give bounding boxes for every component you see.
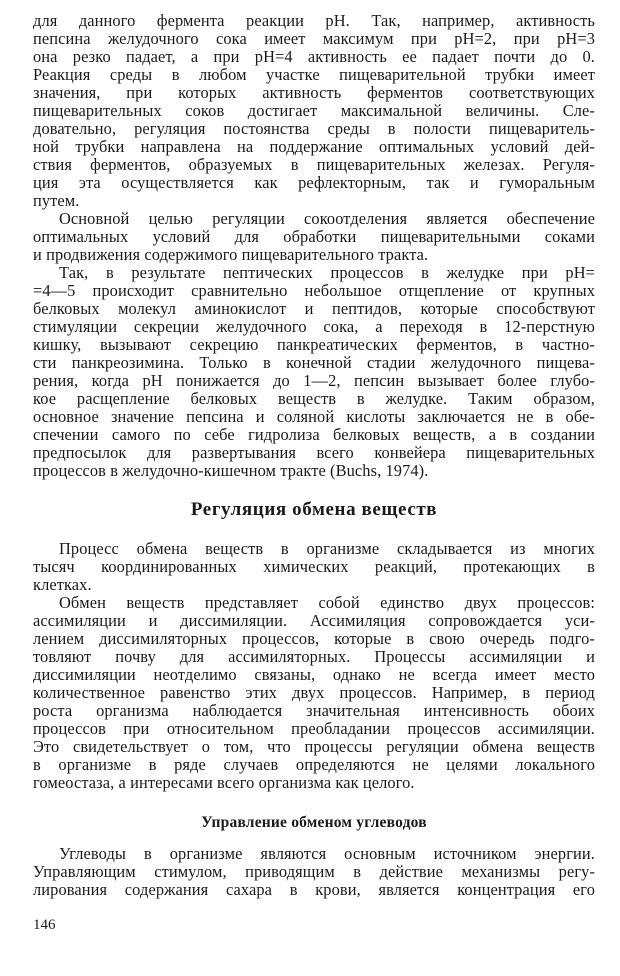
section-heading: Регуляция обмена веществ xyxy=(190,499,438,520)
text-line: спечении самого по себе гидролиза белковых веществ, а в создании xyxy=(33,425,595,444)
text-line: стимуляции секреции желудочного сока, а переходя в 12-перстную xyxy=(33,317,595,336)
text-line: диссимиляции неотделимо связаны, однако не всегда имеет место xyxy=(33,665,595,684)
text-line: Управляющим стимулом, приводящим в действие механизмы регу- xyxy=(33,862,595,881)
paragraph-secretion-goal xyxy=(33,210,595,264)
text-line: Так, в результате пептических процессов в желудке при pH= xyxy=(59,263,595,282)
text-line: процессов при относительном преобладании процессов ассимиляции. xyxy=(33,719,595,738)
text-line: Основной целью регуляции сокоотделения является обеспечение xyxy=(59,209,595,228)
text-line: она резко падает, а при pH=4 активность ее падает почти до 0. xyxy=(33,47,595,66)
text-line: путем. xyxy=(33,191,80,210)
text-line: основное значение пепсина и соляной кислоты заключается не в обе- xyxy=(33,407,595,426)
text-line: кое расщепление белковых веществ в желудке. Таким образом, xyxy=(33,389,595,408)
subsection-heading: Управление обменом углеводов xyxy=(201,814,427,831)
text-line: Процесс обмена веществ в организме складывается из многих xyxy=(59,539,595,558)
paragraph-assimilation xyxy=(33,594,595,792)
text-line: для данного фермента реакции pH. Так, например, активность xyxy=(33,11,595,30)
paragraph-enzyme-ph xyxy=(33,12,595,210)
text-line: в организме в ряде случаев определяются не целями локального xyxy=(33,755,595,774)
paragraph-carbohydrates xyxy=(33,845,595,899)
text-line: ассимиляции и диссимиляции. Ассимиляция сопровождается уси- xyxy=(33,611,595,630)
text-line: сти панкреозимина. Только в конечной стадии желудочного пищева- xyxy=(33,353,595,372)
text-line: ция эта осуществляется как рефлекторным, так и гуморальным xyxy=(33,173,595,192)
text-line: тысяч координированных химических реакций, протекающих в xyxy=(33,557,595,576)
paragraph-peptic-processes xyxy=(33,264,595,480)
text-line: лением диссимиляторных процессов, которые в свою очередь подго- xyxy=(33,629,595,648)
text-line: довательно, регуляция постоянства среды в полости пищеваритель- xyxy=(33,119,595,138)
text-line: ствия ферментов, образуемых в пищеварительных железах. Регуля- xyxy=(33,155,595,174)
text-line: Это свидетельствует о том, что процессы регуляции обмена веществ xyxy=(33,737,595,756)
text-line: Обмен веществ представляет собой единство двух процессов: xyxy=(59,593,595,612)
text-line: товляют почву для ассимиляторных. Процессы ассимиляции и xyxy=(33,647,595,666)
text-line: пищеварительных соков достигает максимальной величины. Сле- xyxy=(33,101,595,120)
paragraph-metabolism-intro xyxy=(33,540,595,594)
text-line: белковых молекул аминокислот и пептидов, которые способствуют xyxy=(33,299,595,318)
text-line: количественное равенство этих двух процессов. Например, в период xyxy=(33,683,595,702)
text-line: и продвижения содержимого пищеварительного тракта. xyxy=(33,245,429,264)
page-number: 146 xyxy=(33,917,56,933)
text-line: значения, при которых активность ферментов соответствующих xyxy=(33,83,595,102)
text-line: рения, когда pH понижается до 1—2, пепсин вызывает более глубо- xyxy=(33,371,595,390)
text-line: Углеводы в организме являются основным источником энергии. xyxy=(59,844,595,863)
text-line: кишку, вызывают секрецию панкреатических ферментов, в частно- xyxy=(33,335,595,354)
text-line: гомеостаза, а интересами всего организма как целого. xyxy=(33,773,415,792)
text-line: =4—5 происходит сравнительно небольшое отщепление от крупных xyxy=(33,281,595,300)
text-line: процессов в желудочно-кишечном тракте (Buchs, 1974). xyxy=(33,461,429,480)
text-line: лирования содержания сахара в крови, является концентрация его xyxy=(33,880,595,899)
text-line: пепсина желудочного сока имеет максимум при pH=2, при pH=3 xyxy=(33,29,595,48)
text-line: предпосылок для развертывания всего конвейера пищеварительных xyxy=(33,443,595,462)
page-body xyxy=(33,12,595,899)
text-line: Реакция среды в любом участке пищеварительной трубки имеет xyxy=(33,65,595,84)
text-line: роста организма наблюдается значительная интенсивность обоих xyxy=(33,701,595,720)
text-line: клетках. xyxy=(33,575,92,594)
text-line: ной трубки направлена на поддержание оптимальных условий дей- xyxy=(33,137,595,156)
text-line: оптимальных условий для обработки пищеварительными соками xyxy=(33,227,595,246)
